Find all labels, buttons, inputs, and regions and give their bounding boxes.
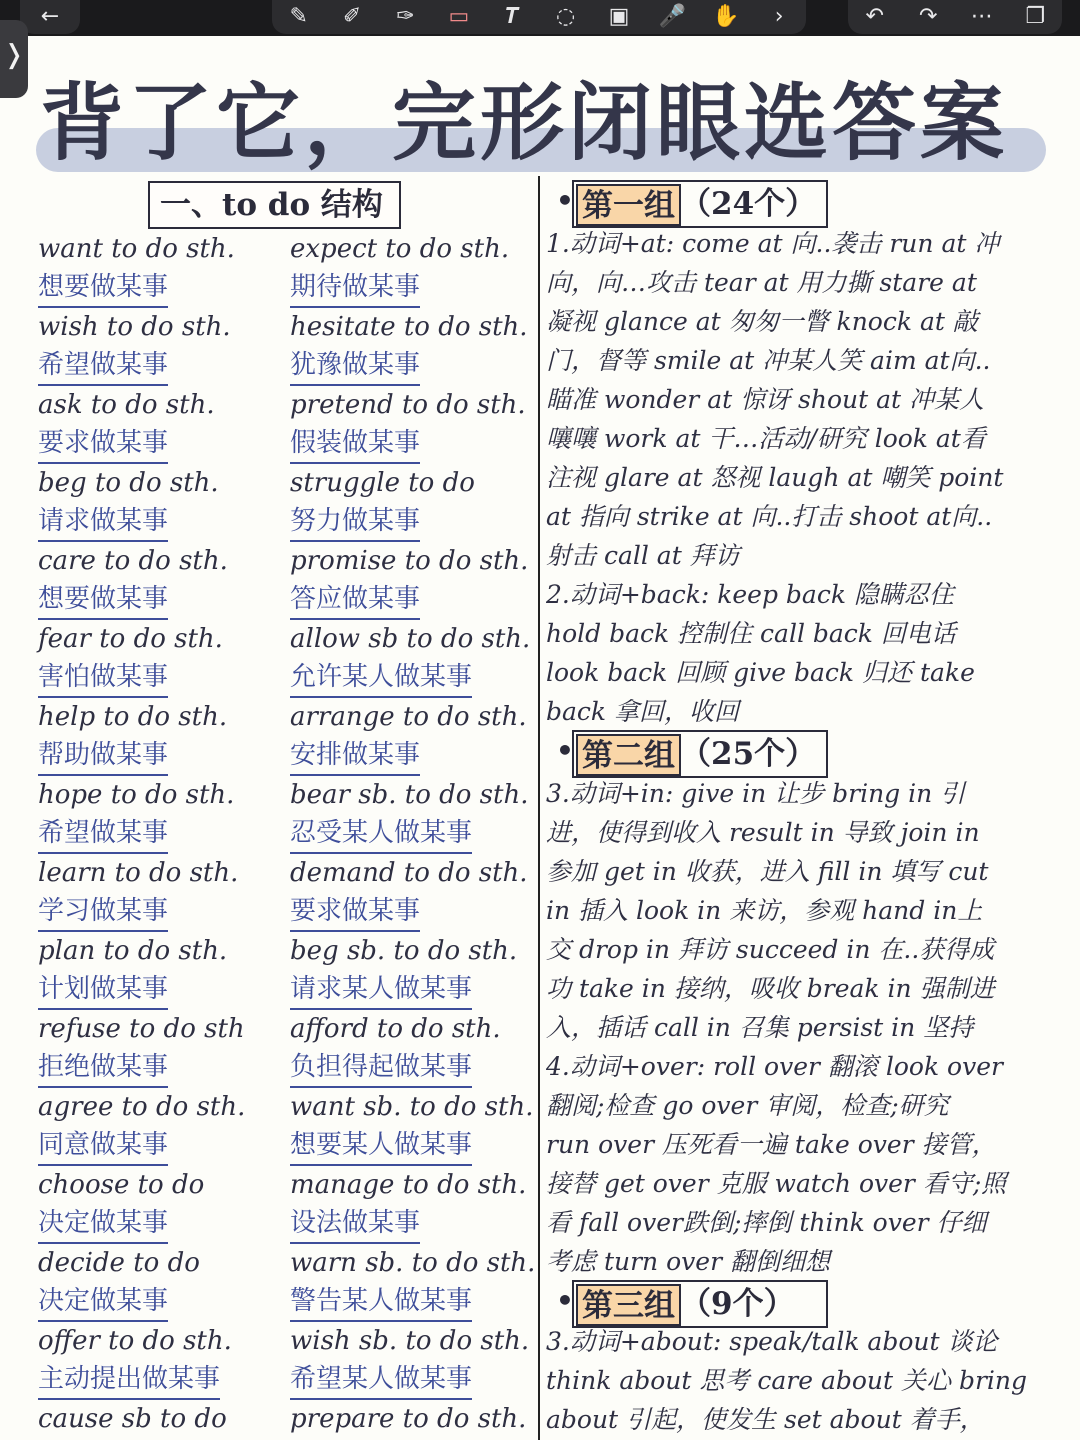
group-bullet-2: • — [556, 734, 574, 767]
group-count-3: （9个） — [680, 1286, 795, 1322]
mid-entry — [290, 464, 540, 542]
top-toolbar — [0, 0, 1080, 36]
english-phrase: allow sb to do sth. — [290, 624, 531, 654]
left-entry — [38, 1166, 288, 1244]
back-arrow-icon[interactable]: ← — [40, 4, 60, 29]
chinese-meaning: 假装做某事 — [290, 424, 420, 464]
english-phrase: want to do sth. — [38, 234, 235, 264]
left-entry — [38, 620, 288, 698]
sidebar-toggle-handle[interactable]: ❭ — [0, 20, 28, 98]
note-line: look back 回顾 give back 归还 take — [546, 658, 975, 687]
english-phrase: arrange to do sth. — [290, 702, 527, 732]
group-bullet-3: • — [556, 1284, 574, 1317]
note-line: 1.动词+at: come at 向..袭击 run at 冲 — [546, 229, 1000, 258]
chinese-meaning: 同意做某事 — [38, 1126, 168, 1166]
english-phrase: decide to do — [38, 1248, 200, 1278]
chinese-meaning: 负担得起做某事 — [290, 1048, 472, 1088]
english-phrase: hope to do sth. — [38, 780, 235, 810]
lasso-icon[interactable]: ◌ — [556, 4, 576, 29]
note-line: 3.动词+about: speak/talk about 谈论 — [546, 1327, 998, 1356]
english-phrase: expect to do sth. — [290, 234, 510, 264]
note-line: 注视 glare at 怒视 laugh at 嘲笑 point — [546, 463, 1004, 492]
note-line: 嚷嚷 work at 干…活动/研究 look at看 — [546, 424, 986, 453]
pages-icon[interactable]: ❐ — [1025, 4, 1046, 29]
chinese-meaning: 想要做某事 — [38, 268, 168, 308]
eraser-icon[interactable]: ▭ — [448, 4, 470, 29]
note-line: hold back 控制住 call back 回电话 — [546, 619, 956, 648]
left-entry — [38, 386, 288, 464]
note-line: 进，使得到收入 result in 导致 join in — [546, 818, 980, 847]
english-phrase: prepare to do sth. — [290, 1404, 527, 1434]
note-line: 接替 get over 克服 watch over 看守;照 — [546, 1169, 1007, 1198]
group-bullet-1: • — [556, 184, 574, 217]
note-line: 2.动词+back: keep back 隐瞒忍住 — [546, 580, 954, 609]
chinese-meaning: 犹豫做某事 — [290, 346, 420, 386]
group-label-1: 第一组 — [576, 184, 681, 226]
chinese-meaning: 想要做某事 — [38, 580, 168, 620]
mid-entry — [290, 1400, 540, 1438]
left-entry — [38, 464, 288, 542]
redo-icon[interactable]: ↷ — [919, 4, 938, 29]
english-phrase: refuse to do sth — [38, 1014, 245, 1044]
left-entry — [38, 1010, 288, 1088]
chinese-meaning: 请求做某事 — [38, 502, 168, 542]
chinese-meaning: 拒绝做某事 — [38, 1048, 168, 1088]
chinese-meaning: 设法做某事 — [290, 1204, 420, 1244]
note-line: 看 fall over跌倒;摔倒 think over 仔细 — [546, 1208, 987, 1237]
note-line: in 插入 look in 来访，参观 hand in上 — [546, 896, 983, 925]
english-phrase: help to do sth. — [38, 702, 228, 732]
english-phrase: choose to do — [38, 1170, 205, 1200]
drawing-tools — [272, 0, 806, 34]
mid-entry — [290, 854, 540, 932]
note-line: 4.动词+over: roll over 翻滚 look over — [546, 1052, 1003, 1081]
chinese-meaning: 帮助做某事 — [38, 736, 168, 776]
note-line: back 拿回，收回 — [546, 697, 740, 726]
english-phrase: ask to do sth. — [38, 390, 215, 420]
english-phrase: wish sb. to do sth. — [290, 1326, 530, 1356]
mid-entry — [290, 932, 540, 1010]
mid-entry — [290, 1010, 540, 1088]
back-button-group — [20, 0, 80, 34]
chinese-meaning: 主动提出做某事 — [38, 1360, 220, 1400]
note-line: 入，插话 call in 召集 persist in 坚持 — [546, 1013, 974, 1042]
english-phrase: beg sb. to do sth. — [290, 936, 518, 966]
highlighter-icon[interactable]: ✑ — [396, 4, 415, 29]
english-phrase: offer to do sth. — [38, 1326, 232, 1356]
mid-entry — [290, 1166, 540, 1244]
note-line: about 引起，使发生 set about 着手， — [546, 1405, 985, 1434]
left-entry — [38, 1088, 288, 1166]
group-label-2: 第二组 — [576, 734, 681, 776]
mid-entry — [290, 620, 540, 698]
note-line: think about 思考 care about 关心 bring — [546, 1366, 1027, 1395]
english-phrase: bear sb. to do sth. — [290, 780, 529, 810]
english-phrase: wish to do sth. — [38, 312, 231, 342]
left-entry — [38, 1400, 288, 1438]
english-phrase: agree to do sth. — [38, 1092, 246, 1122]
english-phrase: warn sb. to do sth. — [290, 1248, 536, 1278]
english-phrase: plan to do sth. — [38, 936, 228, 966]
chinese-meaning: 答应做某事 — [290, 580, 420, 620]
english-phrase: care to do sth. — [38, 546, 228, 576]
text-tool-icon[interactable]: 𝑻 — [505, 4, 519, 29]
undo-icon[interactable]: ↶ — [865, 4, 884, 29]
english-phrase: cause sb to do — [38, 1404, 227, 1434]
group-count-2: （25个） — [680, 736, 817, 772]
note-line: at 指向 strike at 向..打击 shoot at向.. — [546, 502, 993, 531]
note-line: 瞄准 wonder at 惊讶 shout at 冲某人 — [546, 385, 985, 414]
left-entry — [38, 1322, 288, 1400]
chinese-meaning: 希望做某事 — [38, 814, 168, 854]
english-phrase: fear to do sth. — [38, 624, 223, 654]
microphone-icon[interactable]: 🎤 — [658, 4, 687, 29]
group-count-1: （24个） — [680, 186, 817, 222]
left-entry — [38, 1244, 288, 1322]
english-phrase: pretend to do sth. — [290, 390, 526, 420]
english-phrase: want sb. to do sth. — [290, 1092, 534, 1122]
note-line: 交 drop in 拜访 succeed in 在..获得成 — [546, 935, 995, 964]
mid-entry — [290, 1244, 540, 1322]
note-line: 向，向…攻击 tear at 用力撕 stare at — [546, 268, 977, 297]
chinese-meaning: 期待做某事 — [290, 268, 420, 308]
left-entry — [38, 698, 288, 776]
note-line: 门，督等 smile at 冲某人笑 aim at向.. — [546, 346, 991, 375]
note-line: 射击 call at 拜访 — [546, 541, 740, 570]
english-phrase: learn to do sth. — [38, 858, 239, 888]
image-icon[interactable]: ▣ — [608, 4, 630, 29]
english-phrase: beg to do sth. — [38, 468, 219, 498]
mid-entry — [290, 1322, 540, 1400]
chinese-meaning: 要求做某事 — [38, 424, 168, 464]
left-entry — [38, 308, 288, 386]
pencil-icon[interactable]: ✐ — [342, 4, 362, 29]
mid-entry — [290, 386, 540, 464]
left-entry — [38, 854, 288, 932]
chinese-meaning: 学习做某事 — [38, 892, 168, 932]
mid-entry — [290, 698, 540, 776]
mid-entry — [290, 308, 540, 386]
chinese-meaning: 努力做某事 — [290, 502, 420, 542]
chinese-meaning: 请求某人做某事 — [290, 970, 472, 1010]
left-entry — [38, 542, 288, 620]
note-line: 参加 get in 收获，进入 fill in 填写 cut — [546, 857, 989, 886]
note-line: run over 压死看一遍 take over 接管， — [546, 1130, 997, 1159]
chinese-meaning: 要求做某事 — [290, 892, 420, 932]
chinese-meaning: 忍受某人做某事 — [290, 814, 472, 854]
english-phrase: promise to do sth. — [290, 546, 529, 576]
hand-icon[interactable]: ✋ — [712, 4, 740, 29]
pen-icon[interactable]: ✎ — [289, 4, 308, 29]
left-entry — [38, 776, 288, 854]
left-entry — [38, 230, 288, 308]
chevron-right-icon[interactable]: › — [774, 4, 784, 29]
mid-entry — [290, 230, 540, 308]
chinese-meaning: 决定做某事 — [38, 1204, 168, 1244]
chinese-meaning: 允许某人做某事 — [290, 658, 472, 698]
mid-entry — [290, 776, 540, 854]
chinese-meaning: 希望某人做某事 — [290, 1360, 472, 1400]
note-line: 考虑 turn over 翻倒细想 — [546, 1247, 830, 1276]
group-label-3: 第三组 — [576, 1284, 681, 1326]
section-heading-to-do: 一、to do 结构 — [148, 181, 401, 229]
chinese-meaning: 安排做某事 — [290, 736, 420, 776]
more-options-icon[interactable]: ⋯ — [970, 4, 993, 29]
chinese-meaning: 警告某人做某事 — [290, 1282, 472, 1322]
left-entry — [38, 932, 288, 1010]
note-line: 功 take in 接纳，吸收 break in 强制进 — [546, 974, 995, 1003]
chinese-meaning: 计划做某事 — [38, 970, 168, 1010]
chinese-meaning: 决定做某事 — [38, 1282, 168, 1322]
note-line: 凝视 glance at 匆匆一瞥 knock at 敲 — [546, 307, 978, 336]
note-line: 翻阅;检查 go over 审阅，检查;研究 — [546, 1091, 949, 1120]
chinese-meaning: 希望做某事 — [38, 346, 168, 386]
english-phrase: afford to do sth. — [290, 1014, 501, 1044]
english-phrase: struggle to do — [290, 468, 475, 498]
page-title: 背了它，完形闭眼选答案 — [40, 73, 1009, 172]
chinese-meaning: 害怕做某事 — [38, 658, 168, 698]
note-line: 3.动词+in: give in 让步 bring in 引 — [546, 779, 966, 808]
mid-entry — [290, 1088, 540, 1166]
english-phrase: manage to do sth. — [290, 1170, 527, 1200]
english-phrase: hesitate to do sth. — [290, 312, 528, 342]
english-phrase: demand to do sth. — [290, 858, 528, 888]
chinese-meaning: 想要某人做某事 — [290, 1126, 472, 1166]
mid-entry — [290, 542, 540, 620]
document-actions — [848, 0, 1062, 34]
